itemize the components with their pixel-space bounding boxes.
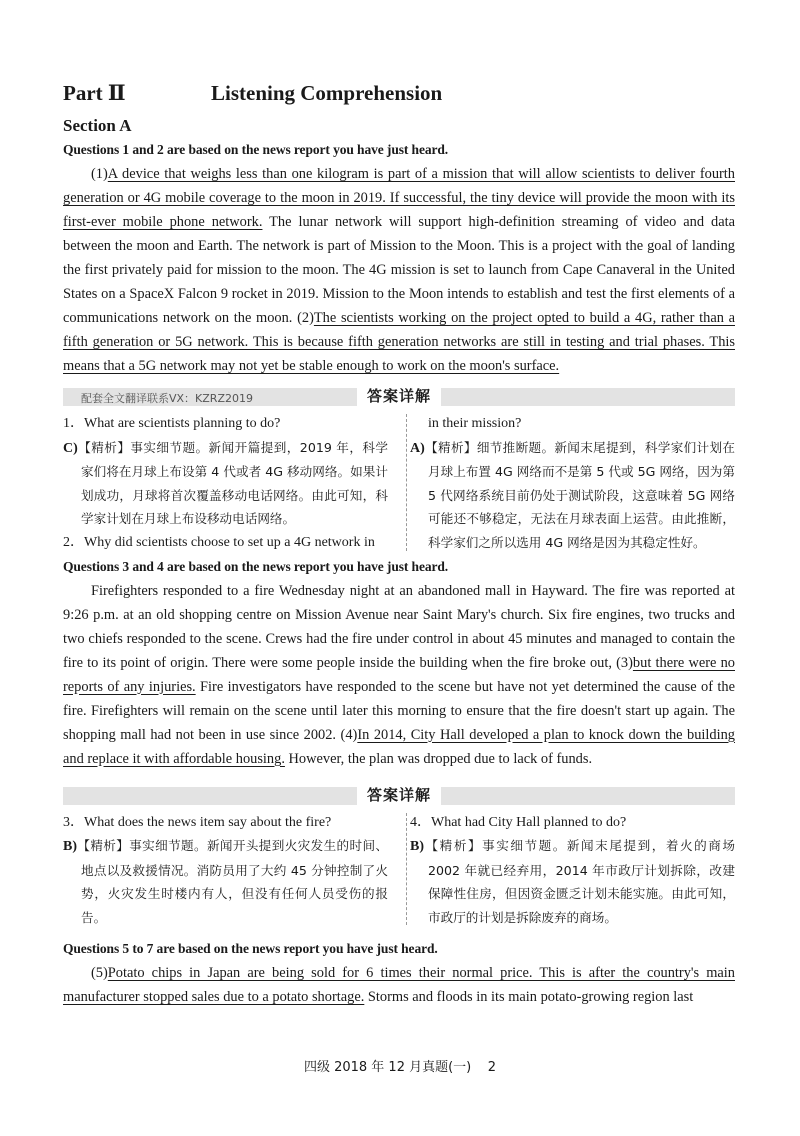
question-1: 1．What are scientists planning to do? bbox=[63, 416, 281, 431]
question-3: 3．What does the news item say about the fire? bbox=[63, 814, 332, 830]
answer-explanation-banner bbox=[63, 388, 735, 406]
footer-title: 四级 2018 年 12 月真题(一) bbox=[303, 1060, 472, 1075]
answers-left-column bbox=[63, 412, 398, 555]
news-report-3-text bbox=[63, 961, 735, 1009]
answer-4-explanation: 【精析】事实细节题。新闻末尾提到，着火的商场 2002 年就已经弃用，2014 年市政厅计划拆除，改建保障性住房，但因资金匮乏计划未能实施。由此可知，市政厅的计划是拆除废弃的商场。 bbox=[424, 838, 735, 925]
answer-2-letter: A) bbox=[410, 440, 425, 456]
part-label: Part Ⅱ bbox=[63, 81, 126, 105]
answer-3-explanation: 【精析】事实细节题。新闻开头提到火灾发生的时间、地点以及救援情况。消防员用了大约 45 分钟控制了火势，火灾发生时楼内有人，但没有任何人员受伤的报告。 bbox=[77, 838, 388, 925]
passage-text: However, the plan was dropped due to lack of funds. bbox=[284, 750, 593, 767]
answers-left-column bbox=[63, 811, 398, 930]
answers-3-4 bbox=[63, 811, 735, 930]
news-report-1-text bbox=[63, 162, 735, 378]
question-2-continued: in their mission? bbox=[428, 416, 522, 431]
answers-right-column bbox=[398, 412, 735, 555]
banner-label: 答案详解 bbox=[357, 385, 441, 406]
news-report-2-text bbox=[63, 579, 735, 771]
part-header bbox=[63, 80, 735, 110]
answer-1-explanation: 【精析】事实细节题。新闻开篇提到，2019 年，科学家们将在月球上布设第 4 代或者 4G 移动网络。如果计划成功，月球将首次覆盖移动电话网络。由此可知，科学家计划在月球上布设移动电话网络。 bbox=[77, 439, 388, 526]
banner-label: 答案详解 bbox=[357, 784, 441, 805]
passage-text: Storms and floods in its main potato-growing region last bbox=[364, 989, 694, 1005]
questions-5-7-heading: Questions 5 to 7 are based on the news report you have just heard. bbox=[63, 941, 438, 956]
answer-4 bbox=[410, 834, 735, 929]
marker-2: (2) bbox=[297, 310, 314, 326]
answer-3 bbox=[63, 834, 388, 929]
underlined-passage-1: A device that weighs less than one kilogram is part of a mission that will allow scientists to deliver fourth generation or 4G mobile coverage to the moon in 2019. If successful, the tiny device will provide the moon with its first-ever mobile phone network. bbox=[63, 166, 735, 230]
translation-contact-note: 配套全文翻译联系VX：KZRZ2019 bbox=[81, 392, 253, 405]
marker-1: (1) bbox=[91, 166, 108, 182]
passage-text: Fire investigators have responded to the scene but have not yet determined the cause of the fire. Firefighters will remain on the scene until later this morning to ensure that the fire doesn't start up again. The shopping mall had not been in use since 2002. bbox=[63, 678, 735, 743]
question-2: 2．Why did scientists choose to set up a 4G network in bbox=[63, 534, 375, 550]
column-divider bbox=[406, 414, 407, 551]
passage-text: The lunar network will support high-definition streaming of video and data between the moon and Earth. The network is part of Mission to the Moon. This is a project with the goal of landing the first privately paid for mission to the moon. The 4G mission is set to launch from Cape Canaveral in the United States on a SpaceX Falcon 9 rocket in 2019. Mission to the Moon intends to establish and test the first elements of a communications network on the moon. bbox=[63, 214, 735, 326]
section-title: Section A bbox=[63, 116, 132, 135]
answers-right-column bbox=[398, 811, 735, 930]
page-footer bbox=[0, 1056, 800, 1075]
question-4: 4．What had City Hall planned to do? bbox=[410, 814, 627, 830]
answer-2-explanation: 【精析】细节推断题。新闻末尾提到，科学家们计划在月球上布置 4G 网络而不是第 5 代或 5G 网络，因为第 5 代网络系统目前仍处于测试阶段，这意味着 5G 网络可能还不够稳定，无法在月球表面上运营。由此推断，科学家们之所以选用 4G 网络是因为其稳定性好。 bbox=[424, 439, 735, 550]
answer-1-letter: C) bbox=[63, 440, 78, 456]
answer-1 bbox=[63, 436, 388, 531]
answer-4-letter: B) bbox=[410, 839, 424, 854]
underlined-passage-2: The scientists working on the project opted to build a 4G, rather than a fifth generation or 5G network. This is because fifth generation networks are still in testing and trial phases. This means that a 5G network may not yet be stable enough to work on the moon's surface. bbox=[63, 310, 735, 374]
exam-page bbox=[63, 80, 735, 1009]
column-divider bbox=[406, 813, 407, 926]
answers-1-2 bbox=[63, 412, 735, 555]
underlined-passage-3: but there were no reports of any injuries. bbox=[63, 654, 735, 695]
answer-explanation-banner bbox=[63, 787, 735, 805]
page-number: 2 bbox=[487, 1060, 497, 1075]
marker-4: (4) bbox=[340, 726, 358, 743]
underlined-passage-4: In 2014, City Hall developed a plan to knock down the building and replace it with affordable housing. bbox=[63, 726, 735, 767]
passage-text: Firefighters responded to a fire Wednesday night at an abandoned mall in Hayward. The fire was reported at 9:26 p.m. at an old shopping centre on Mission Avenue near Saint Mary's church. Six fire engines, two trucks and two chiefs responded to the scene. Crews had the fire under control in about 45 minutes and managed to contain the fire to its point of origin. There were some people inside the building when the fire broke out, bbox=[63, 582, 735, 671]
marker-5: (5) bbox=[91, 965, 108, 981]
answer-2 bbox=[410, 436, 735, 555]
part-title: Listening Comprehension bbox=[211, 81, 443, 105]
questions-3-4-heading: Questions 3 and 4 are based on the news report you have just heard. bbox=[63, 558, 449, 574]
questions-1-2-heading: Questions 1 and 2 are based on the news report you have just heard. bbox=[63, 142, 449, 157]
answer-3-letter: B) bbox=[63, 839, 77, 854]
marker-3: (3) bbox=[616, 654, 633, 671]
underlined-passage-5: Potato chips in Japan are being sold for 6 times their normal price. This is after the country's main manufacturer stopped sales due to a potato shortage. bbox=[63, 965, 735, 1005]
